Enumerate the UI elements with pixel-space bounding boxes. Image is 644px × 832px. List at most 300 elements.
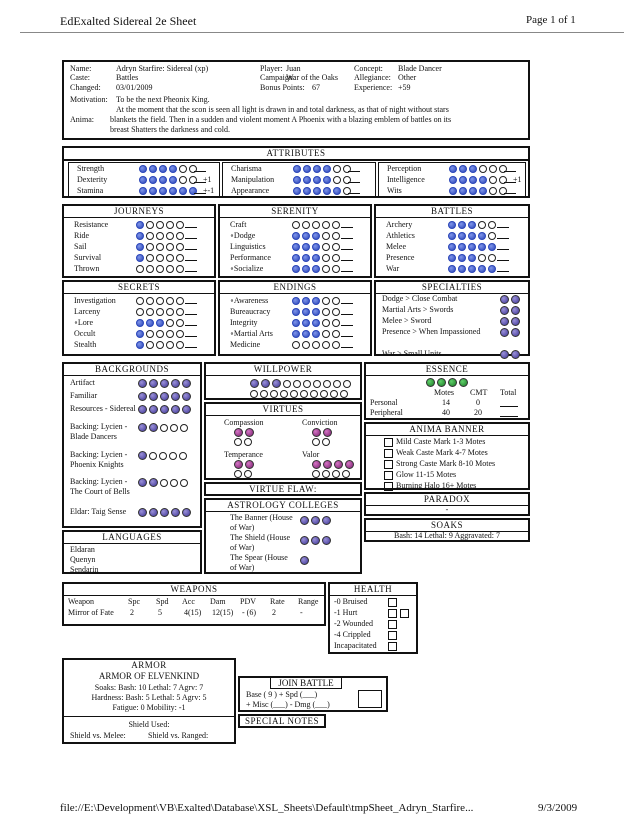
empty-dot[interactable] <box>343 380 351 388</box>
filled-dot[interactable] <box>302 265 310 273</box>
empty-dot[interactable] <box>146 297 154 305</box>
filled-dot[interactable] <box>312 308 320 316</box>
health-box-checkbox[interactable] <box>388 642 397 651</box>
empty-dot[interactable] <box>489 176 497 184</box>
filled-dot[interactable] <box>146 319 154 327</box>
empty-dot[interactable] <box>160 424 168 432</box>
filled-dot[interactable] <box>300 516 309 525</box>
empty-dot[interactable] <box>489 187 497 195</box>
empty-dot[interactable] <box>302 221 310 229</box>
filled-dot[interactable] <box>136 243 144 251</box>
empty-dot[interactable] <box>176 330 184 338</box>
empty-dot[interactable] <box>176 265 184 273</box>
filled-dot[interactable] <box>136 341 144 349</box>
ability-bonus-line[interactable] <box>497 264 509 272</box>
empty-dot[interactable] <box>333 380 341 388</box>
empty-dot[interactable] <box>159 452 167 460</box>
empty-dot[interactable] <box>166 308 174 316</box>
ability-bonus-line[interactable] <box>185 329 197 337</box>
ability-bonus-line[interactable] <box>185 253 197 261</box>
empty-dot[interactable] <box>332 221 340 229</box>
filled-dot[interactable] <box>138 405 147 414</box>
empty-dot[interactable] <box>303 380 311 388</box>
filled-dot[interactable] <box>149 187 157 195</box>
empty-dot[interactable] <box>146 265 154 273</box>
filled-dot[interactable] <box>272 379 281 388</box>
filled-dot[interactable] <box>138 508 147 517</box>
ability-bonus-line[interactable] <box>185 220 197 228</box>
empty-dot[interactable] <box>488 232 496 240</box>
filled-dot[interactable] <box>149 165 157 173</box>
filled-dot[interactable] <box>458 243 466 251</box>
ability-bonus-line[interactable] <box>185 242 197 250</box>
filled-dot[interactable] <box>312 297 320 305</box>
filled-dot[interactable] <box>345 460 354 469</box>
filled-dot[interactable] <box>149 423 158 432</box>
empty-dot[interactable] <box>170 424 178 432</box>
filled-dot[interactable] <box>459 187 467 195</box>
filled-dot[interactable] <box>312 243 320 251</box>
empty-dot[interactable] <box>312 438 320 446</box>
filled-dot[interactable] <box>302 243 310 251</box>
filled-dot[interactable] <box>182 392 191 401</box>
filled-dot[interactable] <box>136 254 144 262</box>
filled-dot[interactable] <box>169 165 177 173</box>
filled-dot[interactable] <box>448 378 457 387</box>
empty-dot[interactable] <box>293 380 301 388</box>
empty-dot[interactable] <box>488 254 496 262</box>
empty-dot[interactable] <box>176 243 184 251</box>
empty-dot[interactable] <box>302 341 310 349</box>
filled-dot[interactable] <box>171 379 180 388</box>
empty-dot[interactable] <box>322 232 330 240</box>
filled-dot[interactable] <box>292 297 300 305</box>
empty-dot[interactable] <box>332 254 340 262</box>
filled-dot[interactable] <box>250 379 259 388</box>
empty-dot[interactable] <box>156 265 164 273</box>
empty-dot[interactable] <box>250 390 258 398</box>
anima-checkbox[interactable] <box>384 460 393 469</box>
empty-dot[interactable] <box>332 265 340 273</box>
ability-bonus-line[interactable] <box>341 220 353 228</box>
filled-dot[interactable] <box>293 165 301 173</box>
filled-dot[interactable] <box>449 176 457 184</box>
filled-dot[interactable] <box>312 460 321 469</box>
empty-dot[interactable] <box>166 254 174 262</box>
filled-dot[interactable] <box>169 187 177 195</box>
empty-dot[interactable] <box>320 390 328 398</box>
empty-dot[interactable] <box>170 479 178 487</box>
empty-dot[interactable] <box>146 232 154 240</box>
empty-dot[interactable] <box>322 341 330 349</box>
empty-dot[interactable] <box>180 479 188 487</box>
ability-bonus-line[interactable] <box>341 307 353 315</box>
empty-dot[interactable] <box>234 470 242 478</box>
attribute-bonus-line[interactable] <box>348 175 360 183</box>
filled-dot[interactable] <box>322 536 331 545</box>
empty-dot[interactable] <box>146 221 154 229</box>
empty-dot[interactable] <box>156 297 164 305</box>
ability-bonus-line[interactable] <box>341 296 353 304</box>
empty-dot[interactable] <box>166 341 174 349</box>
empty-dot[interactable] <box>323 380 331 388</box>
filled-dot[interactable] <box>458 221 466 229</box>
empty-dot[interactable] <box>156 221 164 229</box>
filled-dot[interactable] <box>323 187 331 195</box>
empty-dot[interactable] <box>313 380 321 388</box>
empty-dot[interactable] <box>146 243 154 251</box>
filled-dot[interactable] <box>149 508 158 517</box>
filled-dot[interactable] <box>149 405 158 414</box>
filled-dot[interactable] <box>159 165 167 173</box>
ability-bonus-line[interactable] <box>185 231 197 239</box>
empty-dot[interactable] <box>332 341 340 349</box>
filled-dot[interactable] <box>469 187 477 195</box>
filled-dot[interactable] <box>468 243 476 251</box>
attribute-bonus-line[interactable] <box>504 186 516 194</box>
filled-dot[interactable] <box>138 423 147 432</box>
filled-dot[interactable] <box>292 330 300 338</box>
filled-dot[interactable] <box>323 428 332 437</box>
empty-dot[interactable] <box>176 221 184 229</box>
filled-dot[interactable] <box>448 232 456 240</box>
empty-dot[interactable] <box>312 221 320 229</box>
health-box-checkbox[interactable] <box>388 598 397 607</box>
filled-dot[interactable] <box>500 328 509 337</box>
filled-dot[interactable] <box>245 460 254 469</box>
ability-bonus-line[interactable] <box>185 318 197 326</box>
filled-dot[interactable] <box>159 187 167 195</box>
empty-dot[interactable] <box>179 452 187 460</box>
empty-dot[interactable] <box>332 243 340 251</box>
empty-dot[interactable] <box>479 165 487 173</box>
filled-dot[interactable] <box>312 232 320 240</box>
filled-dot[interactable] <box>160 508 169 517</box>
filled-dot[interactable] <box>234 428 243 437</box>
filled-dot[interactable] <box>312 330 320 338</box>
empty-dot[interactable] <box>176 319 184 327</box>
filled-dot[interactable] <box>458 265 466 273</box>
empty-dot[interactable] <box>244 470 252 478</box>
health-box-checkbox[interactable] <box>400 609 409 618</box>
filled-dot[interactable] <box>449 165 457 173</box>
empty-dot[interactable] <box>180 424 188 432</box>
filled-dot[interactable] <box>159 176 167 184</box>
empty-dot[interactable] <box>166 319 174 327</box>
ability-bonus-line[interactable] <box>341 264 353 272</box>
health-box-checkbox[interactable] <box>388 631 397 640</box>
empty-dot[interactable] <box>322 438 330 446</box>
filled-dot[interactable] <box>149 379 158 388</box>
filled-dot[interactable] <box>149 478 158 487</box>
empty-dot[interactable] <box>332 297 340 305</box>
filled-dot[interactable] <box>448 221 456 229</box>
ability-bonus-line[interactable] <box>185 340 197 348</box>
empty-dot[interactable] <box>166 221 174 229</box>
empty-dot[interactable] <box>146 330 154 338</box>
filled-dot[interactable] <box>136 221 144 229</box>
filled-dot[interactable] <box>311 516 320 525</box>
filled-dot[interactable] <box>136 232 144 240</box>
empty-dot[interactable] <box>156 243 164 251</box>
ability-bonus-line[interactable] <box>497 231 509 239</box>
anima-checkbox[interactable] <box>384 471 393 480</box>
join-battle-total-box[interactable] <box>358 690 382 708</box>
filled-dot[interactable] <box>448 254 456 262</box>
empty-dot[interactable] <box>176 254 184 262</box>
filled-dot[interactable] <box>182 405 191 414</box>
filled-dot[interactable] <box>156 319 164 327</box>
filled-dot[interactable] <box>302 330 310 338</box>
empty-dot[interactable] <box>176 341 184 349</box>
filled-dot[interactable] <box>303 176 311 184</box>
filled-dot[interactable] <box>437 378 446 387</box>
empty-dot[interactable] <box>179 176 187 184</box>
filled-dot[interactable] <box>303 165 311 173</box>
filled-dot[interactable] <box>448 243 456 251</box>
filled-dot[interactable] <box>500 317 509 326</box>
filled-dot[interactable] <box>511 350 520 359</box>
filled-dot[interactable] <box>139 176 147 184</box>
filled-dot[interactable] <box>459 165 467 173</box>
filled-dot[interactable] <box>138 451 147 460</box>
attribute-bonus-line[interactable] <box>194 164 206 172</box>
empty-dot[interactable] <box>160 479 168 487</box>
ability-bonus-line[interactable] <box>497 253 509 261</box>
empty-dot[interactable] <box>166 265 174 273</box>
filled-dot[interactable] <box>302 297 310 305</box>
empty-dot[interactable] <box>244 438 252 446</box>
filled-dot[interactable] <box>292 319 300 327</box>
filled-dot[interactable] <box>313 176 321 184</box>
empty-dot[interactable] <box>332 319 340 327</box>
filled-dot[interactable] <box>511 328 520 337</box>
empty-dot[interactable] <box>156 254 164 262</box>
empty-dot[interactable] <box>166 232 174 240</box>
filled-dot[interactable] <box>312 428 321 437</box>
empty-dot[interactable] <box>136 297 144 305</box>
filled-dot[interactable] <box>149 392 158 401</box>
empty-dot[interactable] <box>332 232 340 240</box>
empty-dot[interactable] <box>300 390 308 398</box>
attribute-bonus-line[interactable] <box>504 164 516 172</box>
filled-dot[interactable] <box>179 187 187 195</box>
empty-dot[interactable] <box>156 330 164 338</box>
ability-bonus-line[interactable] <box>341 340 353 348</box>
filled-dot[interactable] <box>138 478 147 487</box>
filled-dot[interactable] <box>160 392 169 401</box>
empty-dot[interactable] <box>260 390 268 398</box>
ability-bonus-line[interactable] <box>497 220 509 228</box>
filled-dot[interactable] <box>138 379 147 388</box>
filled-dot[interactable] <box>323 165 331 173</box>
empty-dot[interactable] <box>146 254 154 262</box>
filled-dot[interactable] <box>479 176 487 184</box>
empty-dot[interactable] <box>156 308 164 316</box>
filled-dot[interactable] <box>245 428 254 437</box>
filled-dot[interactable] <box>169 176 177 184</box>
filled-dot[interactable] <box>302 308 310 316</box>
empty-dot[interactable] <box>489 165 497 173</box>
filled-dot[interactable] <box>468 232 476 240</box>
empty-dot[interactable] <box>166 243 174 251</box>
filled-dot[interactable] <box>511 295 520 304</box>
filled-dot[interactable] <box>136 319 144 327</box>
filled-dot[interactable] <box>292 254 300 262</box>
empty-dot[interactable] <box>332 470 340 478</box>
ability-bonus-line[interactable] <box>185 307 197 315</box>
filled-dot[interactable] <box>468 254 476 262</box>
filled-dot[interactable] <box>182 508 191 517</box>
ability-bonus-line[interactable] <box>341 231 353 239</box>
filled-dot[interactable] <box>478 232 486 240</box>
empty-dot[interactable] <box>322 308 330 316</box>
filled-dot[interactable] <box>292 308 300 316</box>
empty-dot[interactable] <box>169 452 177 460</box>
filled-dot[interactable] <box>149 176 157 184</box>
empty-dot[interactable] <box>322 243 330 251</box>
empty-dot[interactable] <box>322 221 330 229</box>
empty-dot[interactable] <box>176 308 184 316</box>
anima-checkbox[interactable] <box>384 438 393 447</box>
filled-dot[interactable] <box>136 330 144 338</box>
empty-dot[interactable] <box>156 232 164 240</box>
filled-dot[interactable] <box>138 392 147 401</box>
filled-dot[interactable] <box>488 243 496 251</box>
empty-dot[interactable] <box>340 390 348 398</box>
ability-bonus-line[interactable] <box>185 296 197 304</box>
filled-dot[interactable] <box>426 378 435 387</box>
empty-dot[interactable] <box>333 176 341 184</box>
filled-dot[interactable] <box>293 176 301 184</box>
filled-dot[interactable] <box>459 378 468 387</box>
filled-dot[interactable] <box>160 405 169 414</box>
empty-dot[interactable] <box>322 265 330 273</box>
filled-dot[interactable] <box>469 176 477 184</box>
empty-dot[interactable] <box>312 470 320 478</box>
filled-dot[interactable] <box>160 379 169 388</box>
filled-dot[interactable] <box>234 460 243 469</box>
empty-dot[interactable] <box>176 232 184 240</box>
ability-bonus-line[interactable] <box>497 242 509 250</box>
filled-dot[interactable] <box>292 265 300 273</box>
empty-dot[interactable] <box>156 341 164 349</box>
anima-checkbox[interactable] <box>384 482 393 491</box>
filled-dot[interactable] <box>458 254 466 262</box>
filled-dot[interactable] <box>323 176 331 184</box>
filled-dot[interactable] <box>448 265 456 273</box>
filled-dot[interactable] <box>478 243 486 251</box>
attribute-bonus-line[interactable] <box>348 164 360 172</box>
filled-dot[interactable] <box>468 265 476 273</box>
empty-dot[interactable] <box>478 221 486 229</box>
empty-dot[interactable] <box>322 319 330 327</box>
filled-dot[interactable] <box>312 265 320 273</box>
filled-dot[interactable] <box>292 243 300 251</box>
ability-bonus-line[interactable] <box>341 253 353 261</box>
filled-dot[interactable] <box>292 232 300 240</box>
filled-dot[interactable] <box>182 379 191 388</box>
empty-dot[interactable] <box>280 390 288 398</box>
filled-dot[interactable] <box>500 350 509 359</box>
filled-dot[interactable] <box>313 165 321 173</box>
filled-dot[interactable] <box>511 317 520 326</box>
empty-dot[interactable] <box>292 221 300 229</box>
empty-dot[interactable] <box>166 330 174 338</box>
filled-dot[interactable] <box>300 536 309 545</box>
empty-dot[interactable] <box>176 297 184 305</box>
health-box-checkbox[interactable] <box>388 609 397 618</box>
empty-dot[interactable] <box>292 341 300 349</box>
empty-dot[interactable] <box>322 470 330 478</box>
empty-dot[interactable] <box>342 470 350 478</box>
filled-dot[interactable] <box>303 187 311 195</box>
empty-dot[interactable] <box>332 308 340 316</box>
empty-dot[interactable] <box>136 265 144 273</box>
ability-bonus-line[interactable] <box>341 329 353 337</box>
filled-dot[interactable] <box>171 508 180 517</box>
empty-dot[interactable] <box>478 254 486 262</box>
empty-dot[interactable] <box>270 390 278 398</box>
filled-dot[interactable] <box>171 392 180 401</box>
empty-dot[interactable] <box>333 165 341 173</box>
filled-dot[interactable] <box>302 319 310 327</box>
empty-dot[interactable] <box>332 330 340 338</box>
empty-dot[interactable] <box>136 308 144 316</box>
ability-bonus-line[interactable] <box>341 318 353 326</box>
filled-dot[interactable] <box>469 165 477 173</box>
empty-dot[interactable] <box>322 330 330 338</box>
empty-dot[interactable] <box>290 390 298 398</box>
empty-dot[interactable] <box>488 221 496 229</box>
filled-dot[interactable] <box>293 187 301 195</box>
filled-dot[interactable] <box>139 187 147 195</box>
anima-checkbox[interactable] <box>384 449 393 458</box>
filled-dot[interactable] <box>323 460 332 469</box>
filled-dot[interactable] <box>139 165 147 173</box>
empty-dot[interactable] <box>149 452 157 460</box>
ability-bonus-line[interactable] <box>341 242 353 250</box>
empty-dot[interactable] <box>322 254 330 262</box>
filled-dot[interactable] <box>302 232 310 240</box>
filled-dot[interactable] <box>261 379 270 388</box>
attribute-bonus-line[interactable] <box>348 186 360 194</box>
empty-dot[interactable] <box>146 341 154 349</box>
filled-dot[interactable] <box>313 187 321 195</box>
filled-dot[interactable] <box>500 306 509 315</box>
ability-bonus-line[interactable] <box>185 264 197 272</box>
filled-dot[interactable] <box>302 254 310 262</box>
filled-dot[interactable] <box>478 265 486 273</box>
empty-dot[interactable] <box>330 390 338 398</box>
filled-dot[interactable] <box>334 460 343 469</box>
filled-dot[interactable] <box>468 221 476 229</box>
filled-dot[interactable] <box>511 306 520 315</box>
filled-dot[interactable] <box>312 254 320 262</box>
filled-dot[interactable] <box>171 405 180 414</box>
filled-dot[interactable] <box>479 187 487 195</box>
empty-dot[interactable] <box>234 438 242 446</box>
empty-dot[interactable] <box>312 341 320 349</box>
filled-dot[interactable] <box>488 265 496 273</box>
empty-dot[interactable] <box>322 297 330 305</box>
filled-dot[interactable] <box>458 232 466 240</box>
filled-dot[interactable] <box>300 556 309 565</box>
empty-dot[interactable] <box>146 308 154 316</box>
empty-dot[interactable] <box>166 297 174 305</box>
filled-dot[interactable] <box>311 536 320 545</box>
filled-dot[interactable] <box>449 187 457 195</box>
